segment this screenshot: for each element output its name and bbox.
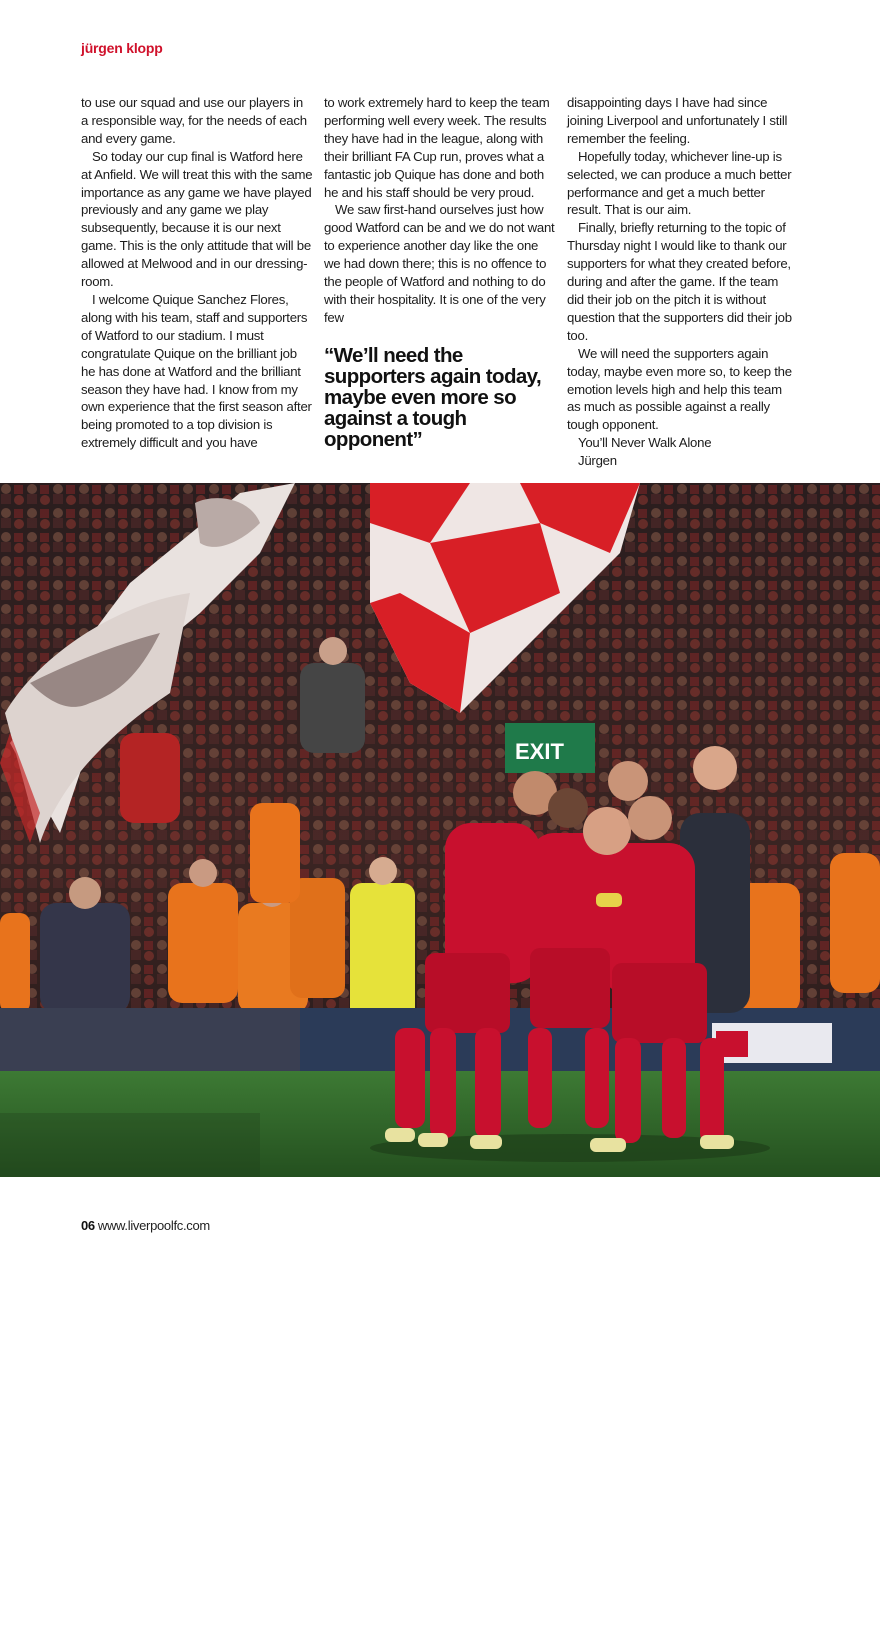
svg-text:EXIT: EXIT [515,739,564,764]
sign-off: You’ll Never Walk Alone [578,435,712,451]
paragraph: disappointing days I have had since joining Liverpool and unfortunately I still remember the feeling. [567,95,788,146]
page-number: 06 [81,1218,95,1233]
paragraph: Hopefully today, whichever line-up is selected, we can produce a much better performance and get a much better result. That is our aim. [567,148,792,218]
paragraph: We saw first-hand ourselves just how good Watford can be and we do not want to experience another day like the one we had down there; this is no offence to the people of Watford and nothing to do with their hospitality. It is one of the very few [324,202,555,325]
paragraph: So today our cup final is Watford here at Anfield. We will treat this with the same importance as any game we have played previously and any game we play subsequently, because it is our next game. This is the only attitude that will be allowed at Melwood and in our dressing-room. [81,148,313,290]
article-column-1 [81,94,313,452]
pull-quote: “We’ll need the supporters again today, maybe even more so against a tough opponent” [324,343,542,451]
paragraph: I welcome Quique Sanchez Flores, along with his team, staff and supporters of Watford to our stadium. I must congratulate Quique on the brilliant job he has done at Watford and the brilliant season they have had. I know from my own experience that the first season after being promoted to a top division is extremely difficult and you have [81,291,312,451]
photo-caption: Both team and fans were magnificent last Thursday [92,1626,206,1650]
paragraph: to work extremely hard to keep the team performing well every week. The results they have had in the league, along with their brilliant FA Cup run, proves what a fantastic job Quique has done and both he and his staff should be very proud. [324,95,550,200]
footer-url[interactable]: www.liverpoolfc.com [97,1218,210,1233]
paragraph: Finally, briefly returning to the topic of Thursday night I would like to thank our supporters for what they created before, during and after the game. If the team did their job on the pitch it is without question that the supporters did their job too. [567,220,792,343]
section-tag: jürgen klopp [81,40,163,56]
page-footer [81,1218,210,1233]
signature: Jürgen [578,453,617,469]
article-column-2 [324,94,556,450]
paragraph: We will need the supporters again today, maybe even more so, to keep the emotion levels high and help this team as much as possible against a really tough opponent. [567,345,792,433]
article-column-3 [567,94,797,470]
paragraph: to use our squad and use our players in a responsible way, for the needs of each and every game. [81,95,307,146]
exit-sign [505,723,595,773]
